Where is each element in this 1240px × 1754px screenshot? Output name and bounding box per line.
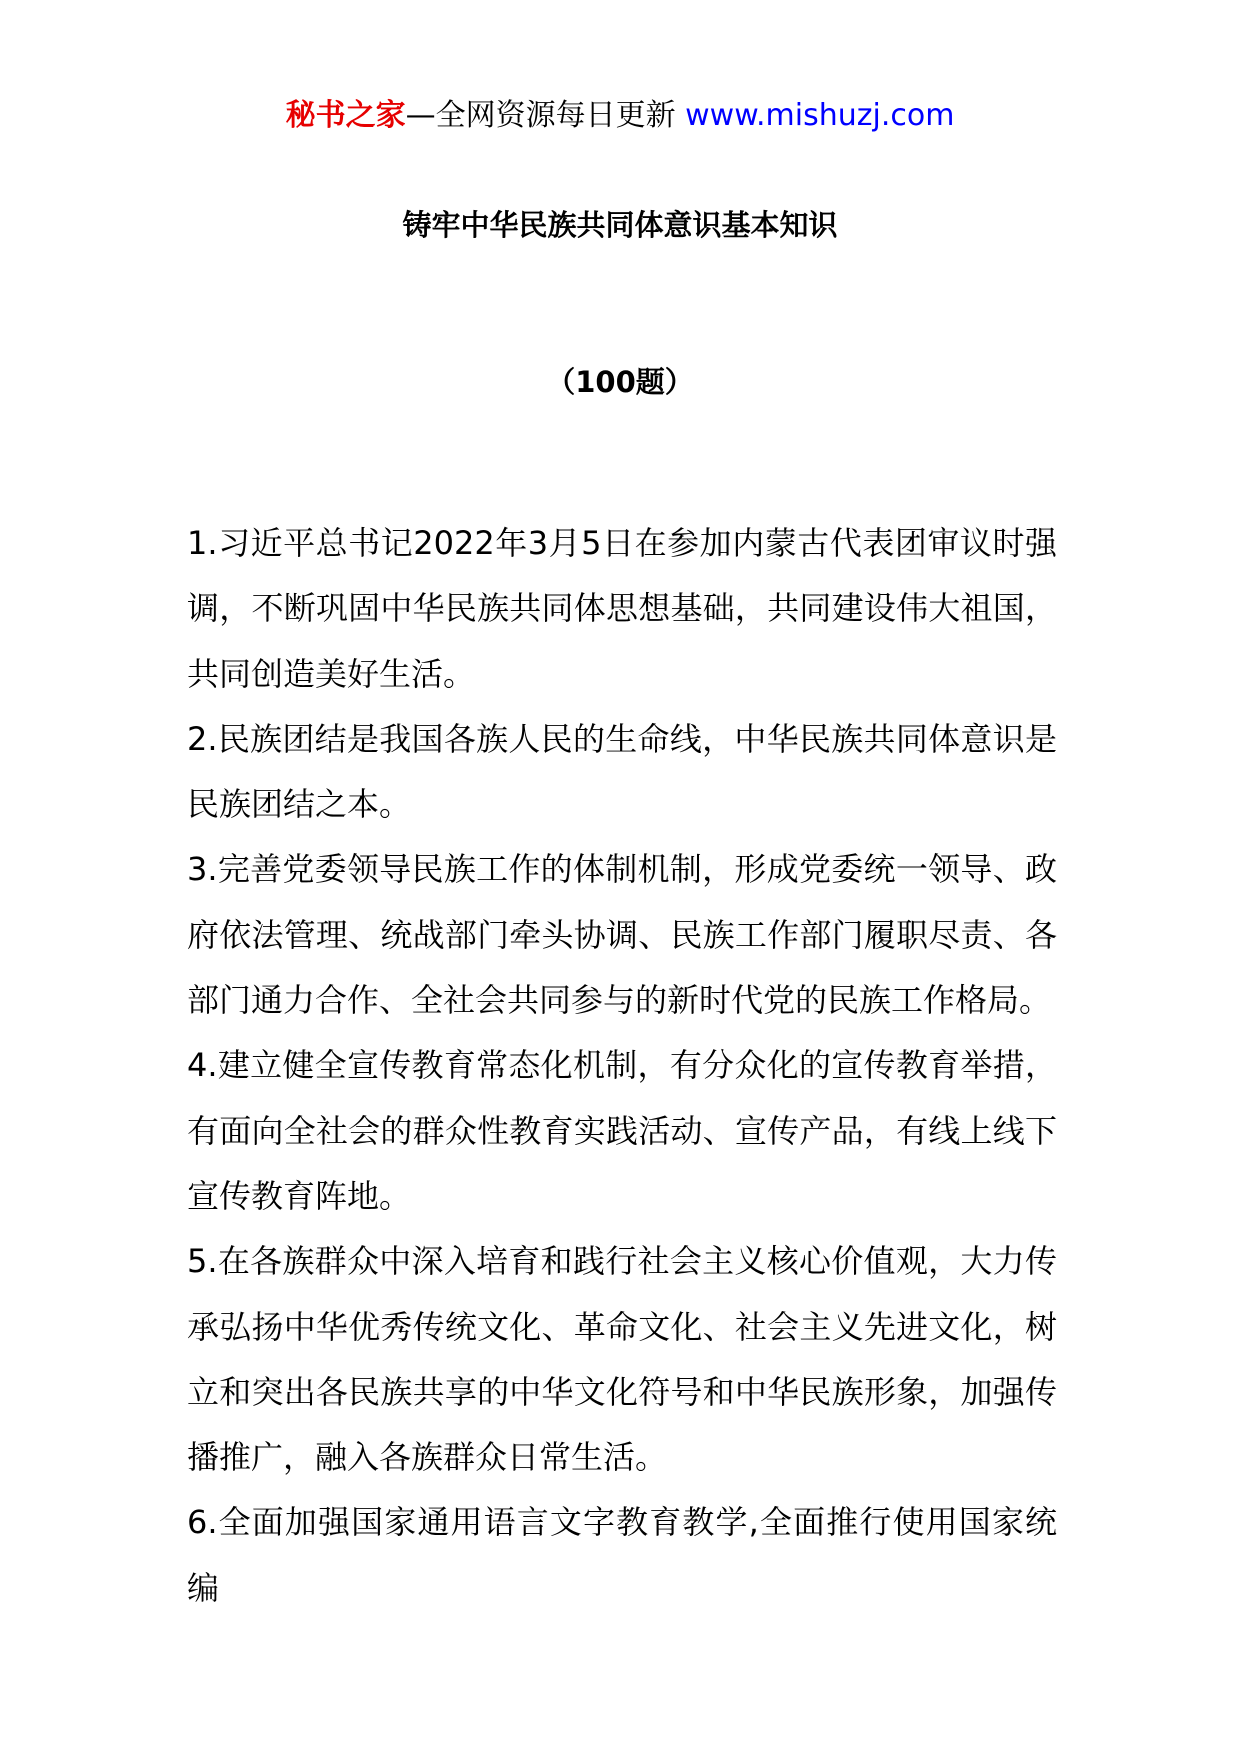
- document-body: [187, 511, 1057, 1621]
- site-brand: 秘书之家: [285, 98, 406, 133]
- paragraph-1: 1.习近平总书记2022年3月5日在参加内蒙古代表团审议时强调，不断巩固中华民族共同体思想基础，共同建设伟大祖国，共同创造美好生活。: [187, 524, 1057, 693]
- site-header: [0, 96, 1240, 136]
- site-url-link[interactable]: www.mishuzj.com: [685, 98, 955, 133]
- paragraph-3: 3.完善党委领导民族工作的体制机制，形成党委统一领导、政府依法管理、统战部门牵头协调、民族工作部门履职尽责、各部门通力合作、全社会共同参与的新时代党的民族工作格局。: [187, 850, 1057, 1020]
- site-tagline: —全网资源每日更新: [405, 98, 686, 133]
- document-title: 铸牢中华民族共同体意识基本知识: [402, 208, 838, 242]
- paragraph-5: 5.在各族群众中深入培育和践行社会主义核心价值观，大力传承弘扬中华优秀传统文化、革命文化、社会主义先进文化，树立和突出各民族共享的中华文化符号和中华民族形象，加强传播推广，融入各族群众日常生活。: [187, 1242, 1057, 1477]
- paragraph-6: 6.全面加强国家通用语言文字教育教学,全面推行使用国家统编: [187, 1503, 1057, 1607]
- paragraph-2: 2.民族团结是我国各族人民的生命线，中华民族共同体意识是民族团结之本。: [187, 719, 1057, 824]
- document-subtitle: （100题）: [546, 365, 694, 399]
- paragraph-4: 4.建立健全宣传教育常态化机制，有分众化的宣传教育举措，有面向全社会的群众性教育实践活动、宣传产品，有线上线下宣传教育阵地。: [187, 1046, 1057, 1215]
